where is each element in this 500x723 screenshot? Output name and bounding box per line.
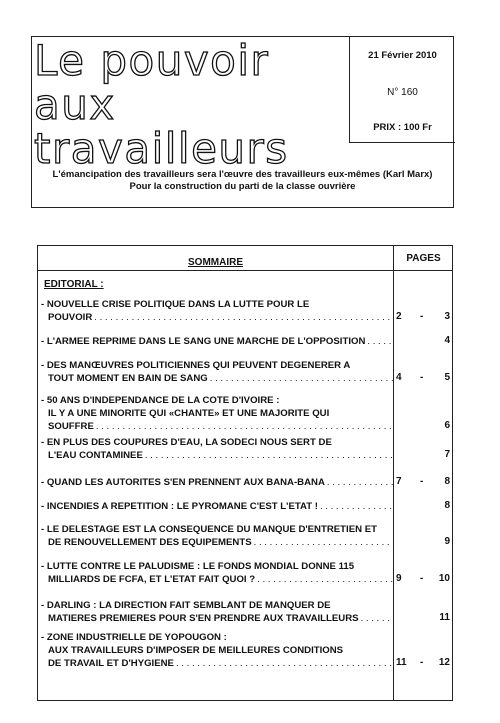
contents-entry bbox=[41, 335, 393, 348]
page-start: 7 bbox=[396, 476, 402, 487]
entry-line bbox=[41, 536, 393, 549]
page-dash: - bbox=[420, 476, 424, 487]
entry-line bbox=[41, 500, 393, 513]
entry-text: - L'ARMEE REPRIME DANS LE SANG UNE MARCHE DE L'OPPOSITION bbox=[41, 336, 366, 347]
dot-leader bbox=[254, 536, 393, 549]
entry-text: IL Y A UNE MINORITE QUI «CHANTE» ET UNE MAJORITE QUI bbox=[48, 408, 330, 419]
entry-line bbox=[41, 476, 393, 489]
entry-text: - DARLING : LA DIRECTION FAIT SEMBLANT DE MANQUER DE bbox=[41, 600, 331, 611]
entry-text: - LE DELESTAGE EST LA CONSEQUENCE DU MANQUE D'ENTRETIEN ET bbox=[41, 524, 377, 535]
contents-entry bbox=[41, 298, 393, 324]
entry-line bbox=[41, 407, 393, 420]
contents-entry bbox=[41, 523, 393, 549]
page-end: 3 bbox=[444, 311, 450, 322]
issue-price: PRIX : 100 Fr bbox=[373, 122, 432, 133]
title-line: Le pouvoir bbox=[34, 36, 270, 85]
page-end: 10 bbox=[438, 573, 450, 584]
contents-heading: SOMMAIRE bbox=[188, 257, 243, 268]
page-dash: - bbox=[420, 573, 424, 584]
entry-line bbox=[41, 436, 393, 449]
page-dash: - bbox=[420, 657, 424, 668]
entry-line bbox=[41, 631, 393, 644]
page-start: 4 bbox=[396, 372, 402, 383]
contents-entry bbox=[41, 359, 393, 385]
dot-leader bbox=[367, 335, 393, 348]
contents-entry bbox=[41, 560, 393, 586]
entry-line bbox=[41, 298, 393, 311]
entry-text: AUX TRAVAILLEURS D'IMPOSER DE MEILLEURES CONDITIONS bbox=[48, 645, 344, 656]
entry-line bbox=[41, 420, 393, 433]
page-start: 11 bbox=[396, 657, 407, 668]
issue-number: N° 160 bbox=[387, 87, 418, 98]
entry-line bbox=[41, 372, 393, 385]
entry-text: - LUTTE CONTRE LE PALUDISME : LE FONDS MONDIAL DONNE 115 bbox=[41, 561, 355, 572]
page-end: 9 bbox=[444, 536, 450, 547]
entry-text: L'EAU CONTAMINEE bbox=[48, 450, 143, 461]
page-end: 7 bbox=[444, 449, 450, 460]
entry-line bbox=[41, 335, 393, 348]
entry-text: MILLIARDS DE FCFA, ET L'ETAT FAIT QUOI ? bbox=[48, 574, 256, 585]
entry-line bbox=[41, 394, 393, 407]
dot-leader bbox=[94, 311, 393, 324]
entry-line bbox=[41, 612, 393, 625]
entry-text: TOUT MOMENT EN BAIN DE SANG bbox=[48, 373, 208, 384]
pages-heading: PAGES bbox=[406, 253, 441, 264]
column-divider bbox=[393, 246, 394, 700]
title-line: travailleurs bbox=[34, 124, 289, 173]
entry-text: SOUFFRE bbox=[48, 421, 94, 432]
page-end: 6 bbox=[444, 420, 450, 431]
dot-leader bbox=[257, 573, 393, 586]
newspaper-title bbox=[34, 36, 354, 173]
tagline-quote: L'émancipation des travailleurs sera l'œuvre des travailleurs eux-mêmes (Karl Marx) bbox=[52, 169, 433, 180]
contents-entry bbox=[41, 436, 393, 462]
entry-line bbox=[41, 449, 393, 462]
section-label: EDITORIAL : bbox=[44, 279, 104, 290]
entry-line bbox=[41, 523, 393, 536]
dot-leader bbox=[176, 657, 393, 670]
entry-text: - ZONE INDUSTRIELLE DE YOPOUGON : bbox=[41, 632, 227, 643]
dot-leader bbox=[327, 476, 393, 489]
entry-line bbox=[41, 560, 393, 573]
entry-line bbox=[41, 657, 393, 670]
table-of-contents bbox=[37, 245, 453, 701]
entry-line bbox=[41, 644, 393, 657]
entry-line bbox=[41, 359, 393, 372]
contents-entry bbox=[41, 500, 393, 513]
dot-leader bbox=[96, 420, 393, 433]
dot-leader bbox=[145, 449, 393, 462]
page-dash: - bbox=[420, 311, 424, 322]
page-dash: - bbox=[420, 372, 424, 383]
tagline bbox=[32, 169, 453, 193]
entry-text: DE RENOUVELLEMENT DES EQUIPEMENTS bbox=[48, 537, 252, 548]
contents-entry bbox=[41, 394, 393, 433]
page-start: 2 bbox=[396, 311, 402, 322]
entry-line bbox=[41, 311, 393, 324]
page-start: 9 bbox=[396, 573, 402, 584]
entry-text: MATIERES PREMIERES POUR S'EN PRENDRE AUX TRAVAILLEURS bbox=[48, 613, 359, 624]
entry-text: - QUAND LES AUTORITES S'EN PRENNENT AUX BANA-BANA bbox=[41, 477, 325, 488]
page-end: 8 bbox=[444, 500, 450, 511]
title-line: aux bbox=[34, 80, 116, 129]
dot-leader bbox=[320, 500, 393, 513]
entry-text: - INCENDIES A REPETITION : LE PYROMANE C'EST L'ETAT ! bbox=[41, 501, 318, 512]
tagline-subtitle: Pour la construction du parti de la classe ouvrière bbox=[129, 181, 356, 192]
entry-text: - NOUVELLE CRISE POLITIQUE DANS LA LUTTE POUR LE bbox=[41, 299, 310, 310]
page-end: 11 bbox=[439, 612, 450, 623]
dot-leader bbox=[210, 372, 393, 385]
entry-text: - DES MANŒUVRES POLITICIENNES QUI PEUVENT DEGENERER A bbox=[41, 360, 351, 371]
contents-entry bbox=[41, 476, 393, 489]
page-end: 8 bbox=[444, 476, 450, 487]
entry-line bbox=[41, 599, 393, 612]
contents-entry bbox=[41, 631, 393, 670]
header-divider bbox=[38, 270, 452, 271]
contents-entry bbox=[41, 599, 393, 625]
entry-text: - EN PLUS DES COUPURES D'EAU, LA SODECI NOUS SERT DE bbox=[41, 437, 332, 448]
issue-info-box bbox=[349, 36, 455, 143]
page-end: 4 bbox=[444, 335, 450, 346]
page-end: 5 bbox=[444, 372, 450, 383]
entry-line bbox=[41, 573, 393, 586]
dot-leader bbox=[361, 612, 393, 625]
entry-text: POUVOIR bbox=[48, 312, 93, 323]
entry-text: DE TRAVAIL ET D'HYGIENE bbox=[48, 658, 174, 669]
masthead bbox=[31, 36, 454, 208]
issue-date: 21 Février 2010 bbox=[368, 50, 437, 61]
page-end: 12 bbox=[438, 657, 450, 668]
entry-text: - 50 ANS D'INDEPENDANCE DE LA COTE D'IVOIRE : bbox=[41, 395, 280, 406]
